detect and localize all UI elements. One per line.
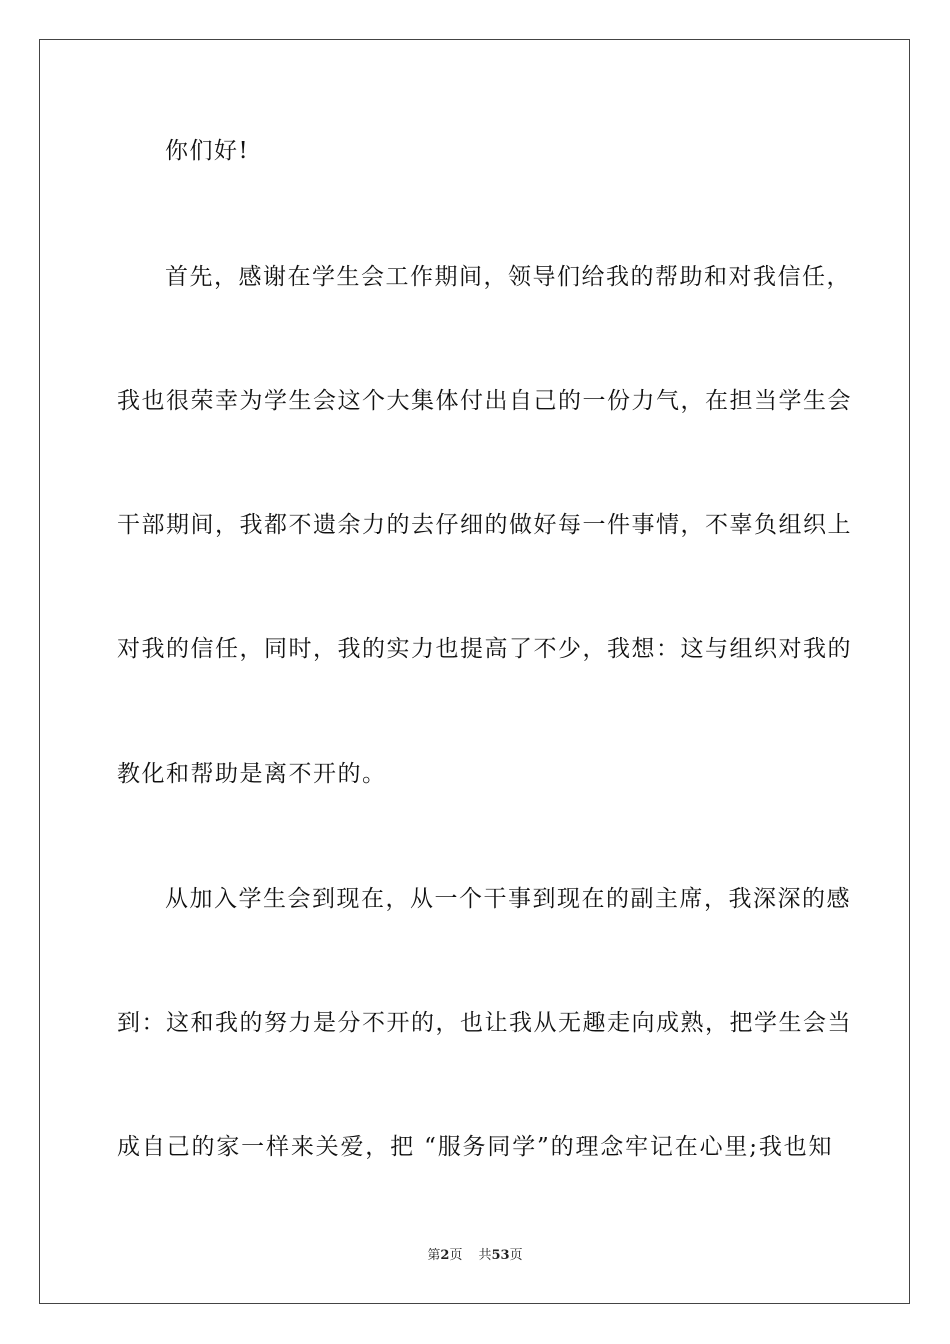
page-footer bbox=[0, 1248, 950, 1264]
total-prefix: 共 bbox=[478, 1248, 492, 1263]
paragraph-line: 对我的信任，同时，我的实力也提高了不少，我想：这与组织对我的 bbox=[117, 636, 852, 662]
current-page-number: 2 bbox=[440, 1248, 450, 1263]
paragraph-line: 首先，感谢在学生会工作期间，领导们给我的帮助和对我信任， bbox=[165, 264, 851, 290]
paragraph-line: 干部期间，我都不遗余力的去仔细的做好每一件事情，不辜负组织上 bbox=[117, 512, 852, 538]
page-border bbox=[39, 39, 910, 1304]
total-pages-number: 53 bbox=[491, 1248, 510, 1263]
paragraph-line: 教化和帮助是离不开的。 bbox=[117, 761, 387, 787]
paragraph-line: 从加入学生会到现在，从一个干事到现在的副主席，我深深的感 bbox=[165, 886, 851, 912]
total-suffix: 页 bbox=[509, 1248, 523, 1263]
paragraph-line: 成自己的家一样来关爱，把 “服务同学”的理念牢记在心里;我也知 bbox=[117, 1134, 833, 1160]
page-suffix: 页 bbox=[449, 1248, 463, 1263]
paragraph-line: 我也很荣幸为学生会这个大集体付出自己的一份力气，在担当学生会 bbox=[117, 388, 852, 414]
paragraph-line: 到：这和我的努力是分不开的，也让我从无趣走向成熟，把学生会当 bbox=[117, 1010, 852, 1036]
greeting-line: 你们好! bbox=[165, 138, 250, 164]
page-prefix: 第 bbox=[427, 1248, 441, 1263]
